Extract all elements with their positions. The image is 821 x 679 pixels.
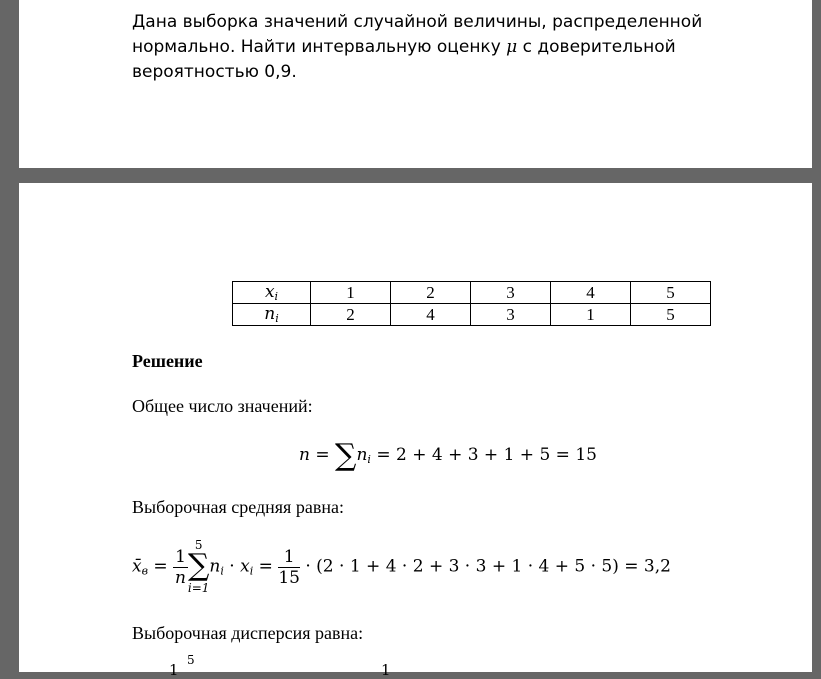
table-cell: 3 (471, 282, 551, 304)
table-cell: 1 (551, 304, 631, 326)
solution-heading: Решение (132, 351, 203, 371)
problem-line-2-end: с доверительной (517, 37, 676, 57)
table-row-x (233, 282, 711, 304)
sum-i-1-to-5: 5 ∑ i=1 (187, 538, 210, 595)
problem-line-1: Дана выборка значений случайной величины, распределенной (132, 12, 703, 32)
formula-total-n: $n = \sum n_i = 2 + 4 + 3 + 1 + 5 = 15$ (299, 438, 597, 473)
problem-line-2-start: нормально. Найти интервальную оценку (132, 37, 507, 57)
problem-line-3: вероятностью 0,9. (132, 62, 297, 82)
table-row-n (233, 304, 711, 326)
table-cell: 1 (311, 282, 391, 304)
table-cell: 2 (311, 304, 391, 326)
page-2: $x_i$ 1 2 3 4 5 $n_i$ 2 4 3 1 5 Решение Общее число значений: $n = \sum n_i = 2 + 4 + 3 + 1 + 5 = 15$ Выборочная средняя равна: $x̄_в$ = $\frac{1}{n}$ 5 ∑ i=1 $n_i \cdot x_i$ = $\frac{1}{15}$ · (2 · 1 + 4 · 2 + 3 · 3 + 1 · 4 + 5 · 5) = 3,2 Выборочная дисперсия равна: 1 5 1 (19, 183, 812, 672)
table-cell: 5 (631, 304, 711, 326)
formula-total-n-rhs: = 2 + 4 + 3 + 1 + 5 = 15 (376, 445, 597, 465)
table-cell: 5 (631, 282, 711, 304)
mean-label: Выборочная средняя равна: (132, 497, 344, 517)
frac-one-over-15: $\frac{1}{15}$ (278, 546, 300, 588)
sample-table (232, 281, 711, 326)
formula-mean-rhs: · (2 · 1 + 4 · 2 + 3 · 3 + 1 · 4 + 5 · 5) = 3,2 (305, 556, 671, 577)
table-cell: 2 (391, 282, 471, 304)
variance-label: Выборочная дисперсия равна: (132, 623, 364, 643)
page-1 (19, 0, 812, 168)
table-cell: 3 (471, 304, 551, 326)
table-cell: 4 (551, 282, 631, 304)
table-cell: 4 (391, 304, 471, 326)
row-header-x: $x_i$ (233, 282, 311, 304)
total-count-label: Общее число значений: (132, 396, 313, 416)
problem-line-2 (132, 35, 712, 60)
frac-one-over-n: $\frac{1}{n}$ (175, 546, 186, 588)
problem-statement (132, 10, 712, 85)
mu-symbol: μ (506, 37, 518, 57)
row-header-n: $n_i$ (233, 304, 311, 326)
sum-symbol: ∑ (335, 438, 357, 473)
formula-mean: $x̄_в$ = $\frac{1}{n}$ 5 ∑ i=1 $n_i \cdot x_i$ = $\frac{1}{15}$ · (2 · 1 + 4 · 2 + 3 · 3 + 1 · 4 + 5 · 5) = 3,2 (132, 538, 671, 595)
